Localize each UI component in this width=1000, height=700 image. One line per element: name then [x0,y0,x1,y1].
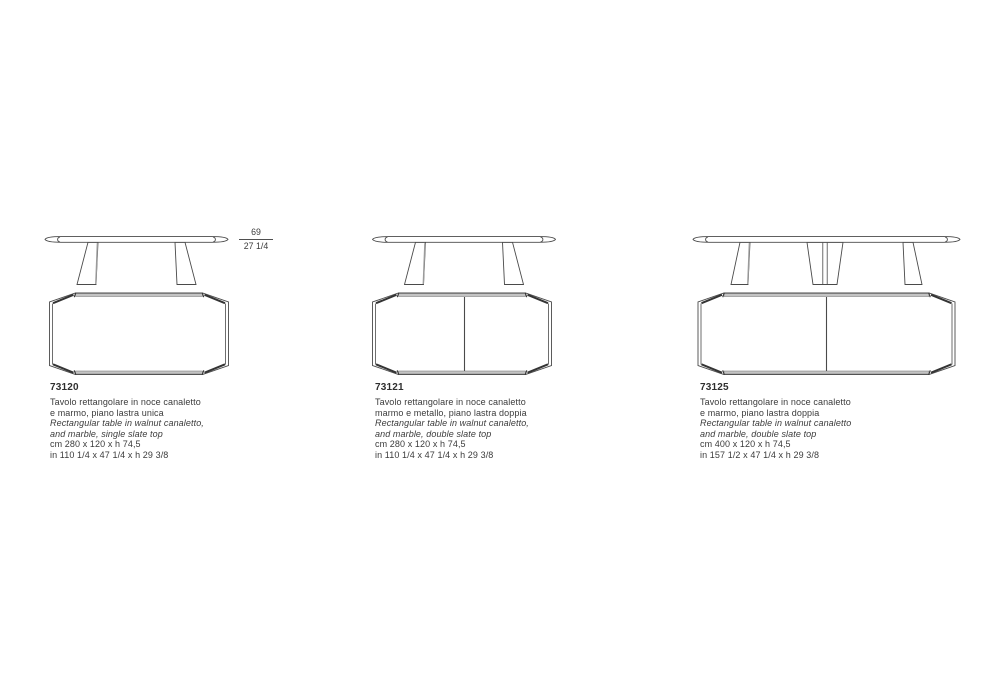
product-spec-73120 [50,382,330,461]
size-in: in 157 1/2 x 47 1/4 x h 29 3/8 [700,449,820,460]
plan-view-73120 [50,293,229,375]
dimension-inches: 27 1/4 [243,241,269,251]
product-code: 73125 [700,382,729,393]
product-code: 73121 [375,382,404,393]
description-it-line: Tavolo rettangolare in noce canaletto [50,397,201,407]
size-cm: cm 280 x 120 x h 74,5 [50,439,141,450]
height-dimension-callout [239,227,273,252]
side-view-73120 [45,237,228,285]
description-en-line: and marble, single slate top [50,428,163,439]
side-view-73121 [373,237,556,285]
description-it-line: Tavolo rettangolare in noce canaletto [375,397,526,407]
size-in: in 110 1/4 x 47 1/4 x h 29 3/8 [50,449,169,460]
size-cm: cm 280 x 120 x h 74,5 [375,439,466,450]
plan-view-73125 [698,293,955,375]
description-en-line: Rectangular table in walnut canaletto, [375,418,529,429]
description-en-line: and marble, double slate top [375,428,492,439]
product-spec-73121 [375,382,655,461]
description-en-line: Rectangular table in walnut canaletto, [50,418,204,429]
description-en-line: and marble, double slate top [700,428,817,439]
description-it-line: marmo e metallo, piano lastra doppia [375,407,527,418]
plan-view-73121 [373,293,552,375]
description-it-line: Tavolo rettangolare in noce canaletto [700,397,851,407]
description-it-line: e marmo, piano lastra doppia [700,407,820,418]
side-view-73125 [693,237,960,285]
product-code: 73120 [50,382,79,393]
description-en-line: Rectangular table in walnut canaletto [700,418,852,429]
size-in: in 110 1/4 x 47 1/4 x h 29 3/8 [375,449,494,460]
dimension-cm: 69 [239,227,273,240]
product-spec-73125 [700,382,980,461]
size-cm: cm 400 x 120 x h 74,5 [700,439,791,450]
description-it-line: e marmo, piano lastra unica [50,407,164,418]
